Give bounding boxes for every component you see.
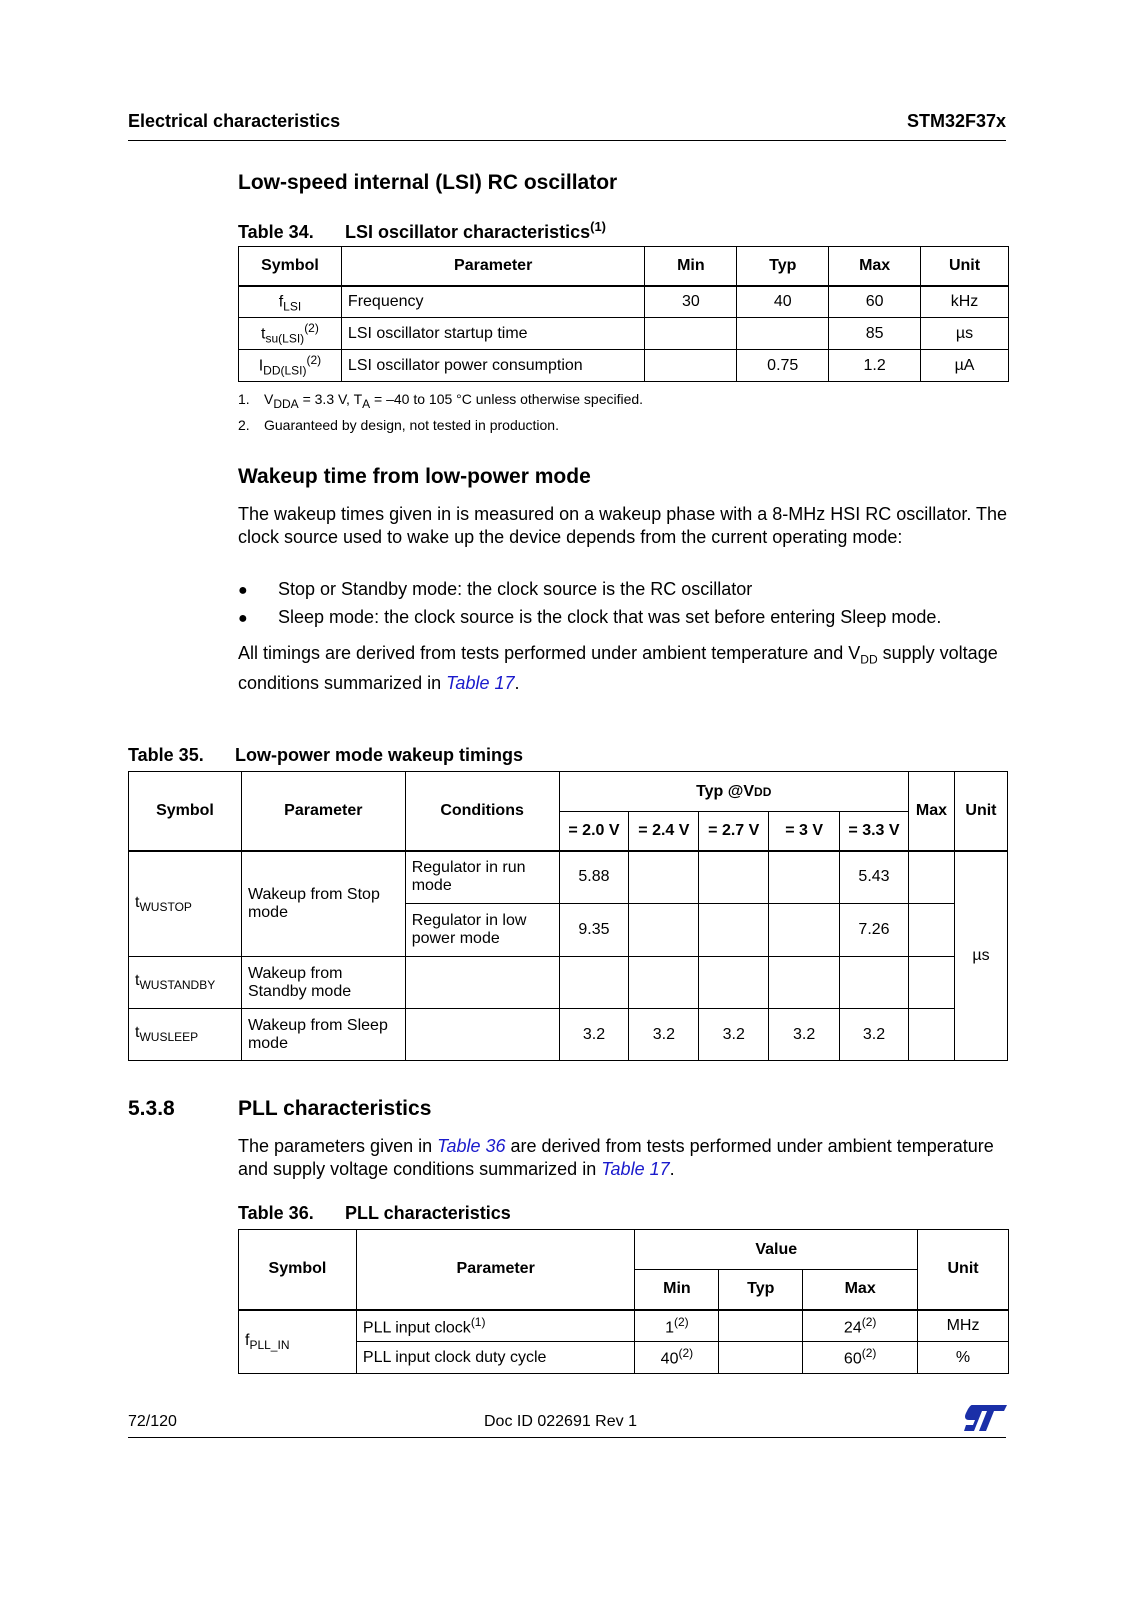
symbol-cell: $t_{WUSLEEP}$ xyxy=(129,1009,242,1061)
parameter-cell: LSI oscillator startup time xyxy=(341,318,645,350)
table-row xyxy=(239,318,1009,350)
col-symbol: Symbol xyxy=(239,247,342,286)
col-max: Max xyxy=(803,1270,918,1310)
value-cell xyxy=(629,851,699,904)
table35-caption xyxy=(128,745,523,766)
table36-header-row-1 xyxy=(239,1230,1009,1270)
max-cell: 1.2 xyxy=(829,350,921,382)
footer-rule xyxy=(128,1437,1006,1438)
unit-cell: % xyxy=(918,1342,1009,1374)
pll-paragraph: The parameters given in Table 36 are derived from tests performed under ambient temperature and supply voltage conditions summarized in Table 17. xyxy=(238,1136,994,1179)
col-typ-group: Typ @VDD xyxy=(559,772,908,812)
col-unit: Unit xyxy=(918,1230,1009,1310)
min-cell: 30 xyxy=(645,286,737,318)
col-voltage: = 2.0 V xyxy=(559,812,629,851)
value-cell: 3.2 xyxy=(629,1009,699,1061)
wakeup-paragraph-2: All timings are derived from tests performed under ambient temperature and $V_{DD}$ supply voltage conditions summarized in Table 17. xyxy=(238,643,998,693)
table-row xyxy=(239,286,1009,318)
unit-cell: MHz xyxy=(918,1310,1009,1342)
value-cell: 9.35 xyxy=(559,904,629,957)
table-17-link[interactable]: Table 17 xyxy=(601,1159,670,1179)
value-cell xyxy=(629,957,699,1009)
page-number: 72/120 xyxy=(128,1413,177,1430)
footnote-1: 1. $V_{DDA} = 3.3$ V, $T_A = -40$ to 105 °C unless otherwise specified. xyxy=(238,391,644,411)
doc-id: Doc ID 022691 Rev 1 xyxy=(484,1413,637,1430)
value-cell xyxy=(769,957,840,1009)
typ-cell: 40 xyxy=(737,286,829,318)
value-cell xyxy=(699,957,769,1009)
value-cell xyxy=(629,904,699,957)
pll-section-number: 5.3.8 xyxy=(128,1097,175,1120)
table36 xyxy=(238,1229,1009,1374)
table-17-link[interactable]: Table 17 xyxy=(446,672,515,693)
conditions-cell: Regulator in run mode xyxy=(405,851,559,904)
value-cell: 3.2 xyxy=(769,1009,840,1061)
value-cell: 5.88 xyxy=(559,851,629,904)
typ-cell xyxy=(719,1310,803,1342)
typ-cell xyxy=(719,1342,803,1374)
col-min: Min xyxy=(645,247,737,286)
max-cell: 24$^{(2)}$ xyxy=(803,1310,918,1342)
unit-cell: µs xyxy=(921,318,1009,350)
table35-number: Table 35. xyxy=(128,745,204,765)
symbol-cell: $f_{LSI}$ xyxy=(239,286,342,318)
col-conditions: Conditions xyxy=(405,772,559,851)
unit-cell: µs xyxy=(954,851,1007,1061)
parameter-cell: Wakeup from Sleep mode xyxy=(241,1009,405,1061)
col-symbol: Symbol xyxy=(129,772,242,851)
col-voltage: = 2.7 V xyxy=(699,812,769,851)
footnote-2: 2. Guaranteed by design, not tested in production. xyxy=(238,417,559,433)
col-unit: Unit xyxy=(921,247,1009,286)
value-cell xyxy=(699,851,769,904)
parameter-cell: Wakeup from Standby mode xyxy=(241,957,405,1009)
bullet-icon: ● xyxy=(238,582,248,599)
wakeup-heading: Wakeup time from low-power mode xyxy=(238,465,591,488)
lsi-heading: Low-speed internal (LSI) RC oscillator xyxy=(238,171,618,194)
table-row xyxy=(129,957,1008,1009)
col-typ: Typ xyxy=(737,247,829,286)
pll-heading: PLL characteristics xyxy=(238,1097,432,1120)
col-value-group: Value xyxy=(635,1230,918,1270)
conditions-cell xyxy=(405,1009,559,1061)
max-cell: 85 xyxy=(829,318,921,350)
table34 xyxy=(238,246,1009,382)
table-row xyxy=(239,1310,1009,1342)
table-row xyxy=(129,851,1008,904)
col-voltage: = 3.3 V xyxy=(840,812,909,851)
min-cell: 40$^{(2)}$ xyxy=(635,1342,719,1374)
max-cell xyxy=(908,851,954,904)
symbol-cell: $t_{su(LSI)}^{(2)}$ xyxy=(239,318,342,350)
table-36-link[interactable]: Table 36 xyxy=(437,1136,506,1156)
col-voltage: = 3 V xyxy=(769,812,840,851)
col-min: Min xyxy=(635,1270,719,1310)
symbol-cell: $f_{PLL\_IN}$ xyxy=(239,1310,357,1374)
max-cell xyxy=(908,904,954,957)
col-max: Max xyxy=(908,772,954,851)
value-cell: 7.26 xyxy=(840,904,909,957)
min-cell xyxy=(645,350,737,382)
unit-cell: kHz xyxy=(921,286,1009,318)
table36-caption xyxy=(238,1203,511,1224)
value-cell xyxy=(840,957,909,1009)
bullet-icon: ● xyxy=(238,610,248,627)
max-cell xyxy=(908,957,954,1009)
table-row xyxy=(239,350,1009,382)
parameter-cell: PLL input clock duty cycle xyxy=(356,1342,635,1374)
value-cell: 3.2 xyxy=(559,1009,629,1061)
wakeup-paragraph-1: The wakeup times given in is measured on a wakeup phase with a 8-MHz HSI RC oscillator. The clock source used to wake up the device depends from the current operating mode: xyxy=(238,504,1008,547)
table35-header-row-1 xyxy=(129,772,1008,812)
table36-number: Table 36. xyxy=(238,1203,314,1223)
col-typ: Typ xyxy=(719,1270,803,1310)
value-cell: 5.43 xyxy=(840,851,909,904)
parameter-cell: PLL input clock$^{(1)}$ xyxy=(356,1310,635,1342)
typ-cell xyxy=(737,318,829,350)
value-cell: 3.2 xyxy=(699,1009,769,1061)
max-cell: 60 xyxy=(829,286,921,318)
conditions-cell: Regulator in low power mode xyxy=(405,904,559,957)
table-row xyxy=(129,1009,1008,1061)
symbol-cell: $t_{WUSTOP}$ xyxy=(129,851,242,957)
symbol-cell: $t_{WUSTANDBY}$ xyxy=(129,957,242,1009)
value-cell xyxy=(769,904,840,957)
parameter-cell: Frequency xyxy=(341,286,645,318)
col-voltage: = 2.4 V xyxy=(629,812,699,851)
conditions-cell xyxy=(405,957,559,1009)
min-cell xyxy=(645,318,737,350)
parameter-cell: LSI oscillator power consumption xyxy=(341,350,645,382)
table36-title: PLL characteristics xyxy=(345,1203,511,1223)
running-header-product: STM32F37x xyxy=(906,111,1006,131)
table35 xyxy=(128,771,1008,1061)
unit-cell: µA xyxy=(921,350,1009,382)
max-cell: 60$^{(2)}$ xyxy=(803,1342,918,1374)
table34-number: Table 34. xyxy=(238,222,314,242)
col-parameter: Parameter xyxy=(241,772,405,851)
col-parameter: Parameter xyxy=(341,247,645,286)
table35-title: Low-power mode wakeup timings xyxy=(235,745,524,765)
value-cell: 3.2 xyxy=(840,1009,909,1061)
st-logo-icon xyxy=(962,1403,1008,1433)
table34-title: LSI oscillator characteristics xyxy=(345,222,591,242)
col-unit: Unit xyxy=(954,772,1007,851)
table34-caption xyxy=(238,219,606,243)
col-symbol: Symbol xyxy=(239,1230,357,1310)
parameter-cell: Wakeup from Stop mode xyxy=(241,851,405,957)
max-cell xyxy=(908,1009,954,1061)
typ-cell: 0.75 xyxy=(737,350,829,382)
header-rule xyxy=(128,140,1006,141)
value-cell xyxy=(699,904,769,957)
col-max: Max xyxy=(829,247,921,286)
bullet-item: ● Sleep mode: the clock source is the clock that was set before entering Sleep mode. xyxy=(238,607,942,627)
symbol-cell: $I_{DD(LSI)}^{(2)}$ xyxy=(239,350,342,382)
value-cell xyxy=(769,851,840,904)
running-header-section: Electrical characteristics xyxy=(128,111,341,131)
table34-title-note: (1) xyxy=(590,219,606,234)
bullet-item: ● Stop or Standby mode: the clock source is the RC oscillator xyxy=(238,579,753,599)
table34-header-row xyxy=(239,247,1009,286)
col-parameter: Parameter xyxy=(356,1230,635,1310)
value-cell xyxy=(559,957,629,1009)
min-cell: 1$^{(2)}$ xyxy=(635,1310,719,1342)
